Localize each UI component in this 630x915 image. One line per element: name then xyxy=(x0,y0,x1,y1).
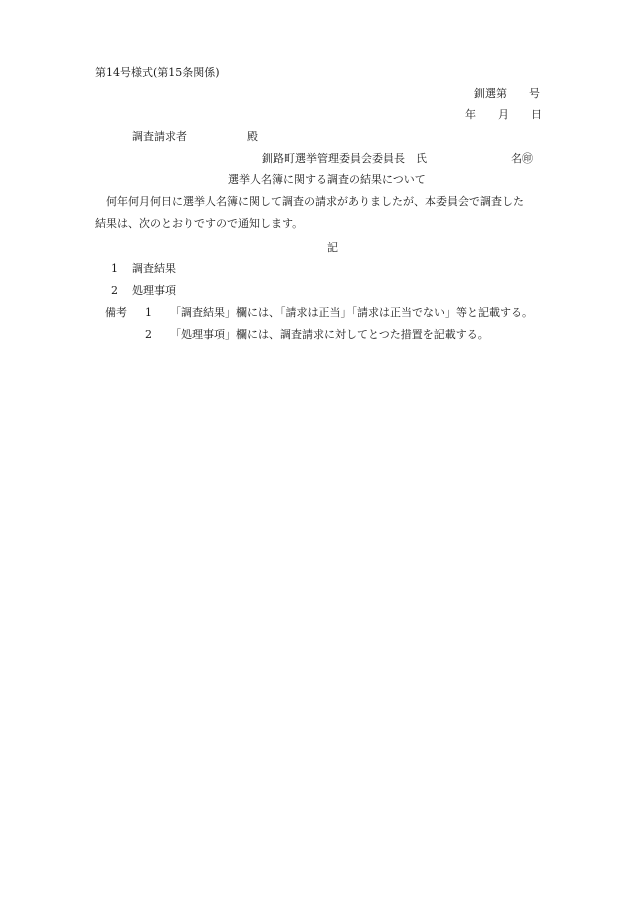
note-number: 2 xyxy=(145,328,152,341)
document-date: 年 月 日 xyxy=(465,108,542,121)
item-label: 処理事項 xyxy=(132,284,176,297)
note-text: 「処理事項」欄には、調査請求に対してとつた措置を記載する。 xyxy=(170,328,489,341)
ki-heading: 記 xyxy=(327,241,338,254)
honorific: 殿 xyxy=(247,130,258,143)
sender-line xyxy=(262,152,533,166)
note-text: 「調査結果」欄には、「請求は正当」「請求は正当でない」等と記載する。 xyxy=(170,306,533,319)
body-text-line-2: 結果は、次のとおりですので通知します。 xyxy=(95,217,304,230)
seal-label: 名㊞ xyxy=(511,152,533,165)
document-number: 釧選第 号 xyxy=(474,87,540,100)
item-label: 調査結果 xyxy=(132,262,176,275)
addressee-line xyxy=(132,130,258,144)
item-number: 2 xyxy=(111,284,118,297)
body-text-line-1: 何年何月何日に選挙人名簿に関して調査の請求がありましたが、本委員会で調査した xyxy=(106,195,524,208)
form-number: 第14号様式(第15条関係) xyxy=(95,66,220,79)
list-item xyxy=(111,262,176,276)
sender: 釧路町選挙管理委員会委員長 氏 xyxy=(262,152,427,165)
list-item xyxy=(111,284,176,298)
addressee: 調査請求者 xyxy=(132,130,187,143)
note-number: 1 xyxy=(145,306,152,319)
note-item xyxy=(145,328,489,342)
item-number: 1 xyxy=(111,262,118,275)
note-item xyxy=(105,306,533,320)
document-title: 選挙人名簿に関する調査の結果について xyxy=(228,173,426,186)
notes-label: 備考 xyxy=(105,306,127,319)
